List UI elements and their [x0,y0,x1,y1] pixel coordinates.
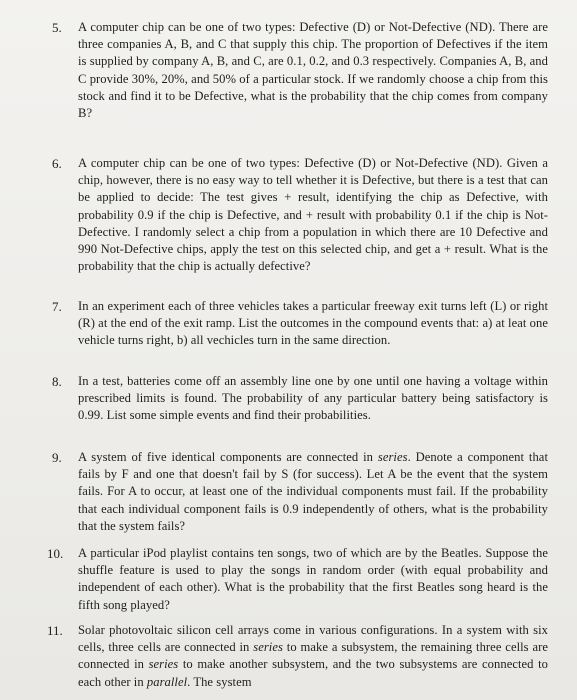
problem-text-part: to make another subsystem, and the two subsystems are connected to each other in [78,657,548,689]
problem-text [52,622,548,691]
problem-11 [47,622,548,691]
problem-text-part: Solar photovoltaic silicon cell arrays come in various configurations. In a system with six cells, three cells are connected in [78,623,548,655]
emphasis-parallel: parallel [146,674,188,689]
problem-number: 10. [47,546,64,561]
problem-number: 5. [52,20,62,35]
problem-6 [52,155,548,275]
problem-7 [52,298,548,350]
problem-text-part: A system of five identical components are connected in [78,450,378,464]
problem-text: In an experiment each of three vehicles takes a particular freeway exit turns left (L) or right (R) at the end of the exit ramp. List the outcomes in the compound events that: a) at leat one vehicle turns right, b) all vechicles turn in the same direction. [78,299,548,348]
problem-text: A computer chip can be one of two types: Defective (D) or Not-Defective (ND). There are three companies A, B, and C that supply this chip. The proportion of Defectives if the item is supplied by company A, B, and C, are 0.1, 0.2, and 0.3 respectively. Companies A, B, and C provide 30%, 20%, and 50% of a particular stock. If we randomly choose a chip from this stock and find it to be Defective, what is the probability that the chip comes from company B? [78,20,548,121]
problem-9 [52,449,548,535]
problem-number: 11. [47,623,63,638]
problem-number: 9. [52,450,62,465]
problem-text-part: . The system [187,674,252,689]
problem-10 [47,545,548,614]
problem-text: A particular iPod playlist contains ten songs, two of which are by the Beatles. Suppose the shuffle feature is used to play the songs in random order (with equal probability and independent of each other). What is the probability that the first Beatles song heard is the fifth song played? [78,546,548,612]
emphasis-series: series [377,450,408,464]
problem-text-part: . Denote a component that fails by F and one that doesn't fail by S (for success). Let A be the event that the system fails. For A to occur, at least one of the individual components must fail. If the probability that each individual component fails is 0.9 independently of others, what is the probability that the system fails? [78,450,548,533]
problem-text-part: to make a subsystem, the remaining three cells are connected in [78,640,548,672]
problem-text [52,449,548,535]
problem-number: 7. [52,299,62,314]
problem-8 [52,373,548,425]
problem-text: A computer chip can be one of two types: Defective (D) or Not-Defective (ND). Given a chip, however, there is no easy way to tell whether it is Defective, but there is a test that can be applied to decide: The test gives + result, identifying the chip as Defective, with probability 0.9 if the chip is Defective, and + result with probability 0.1 if the chip is Not-Defective. I randomly select a chip from a population in which there are 10 Defective and 990 Not-Defective chips, apply the test on this selected chip, and get a + result. What is the probability that the chip is actually defective? [78,156,548,274]
problem-text: In a test, batteries come off an assembly line one by one until one having a voltage within prescribed limits is found. The probability of any particular battery being satisfactory is 0.99. List some simple events and find their probabilities. [78,374,548,423]
problem-5 [52,19,548,122]
problem-number: 6. [52,156,62,171]
problem-number: 8. [52,374,62,389]
emphasis-series: series [253,640,283,655]
emphasis-series: series [148,657,179,672]
